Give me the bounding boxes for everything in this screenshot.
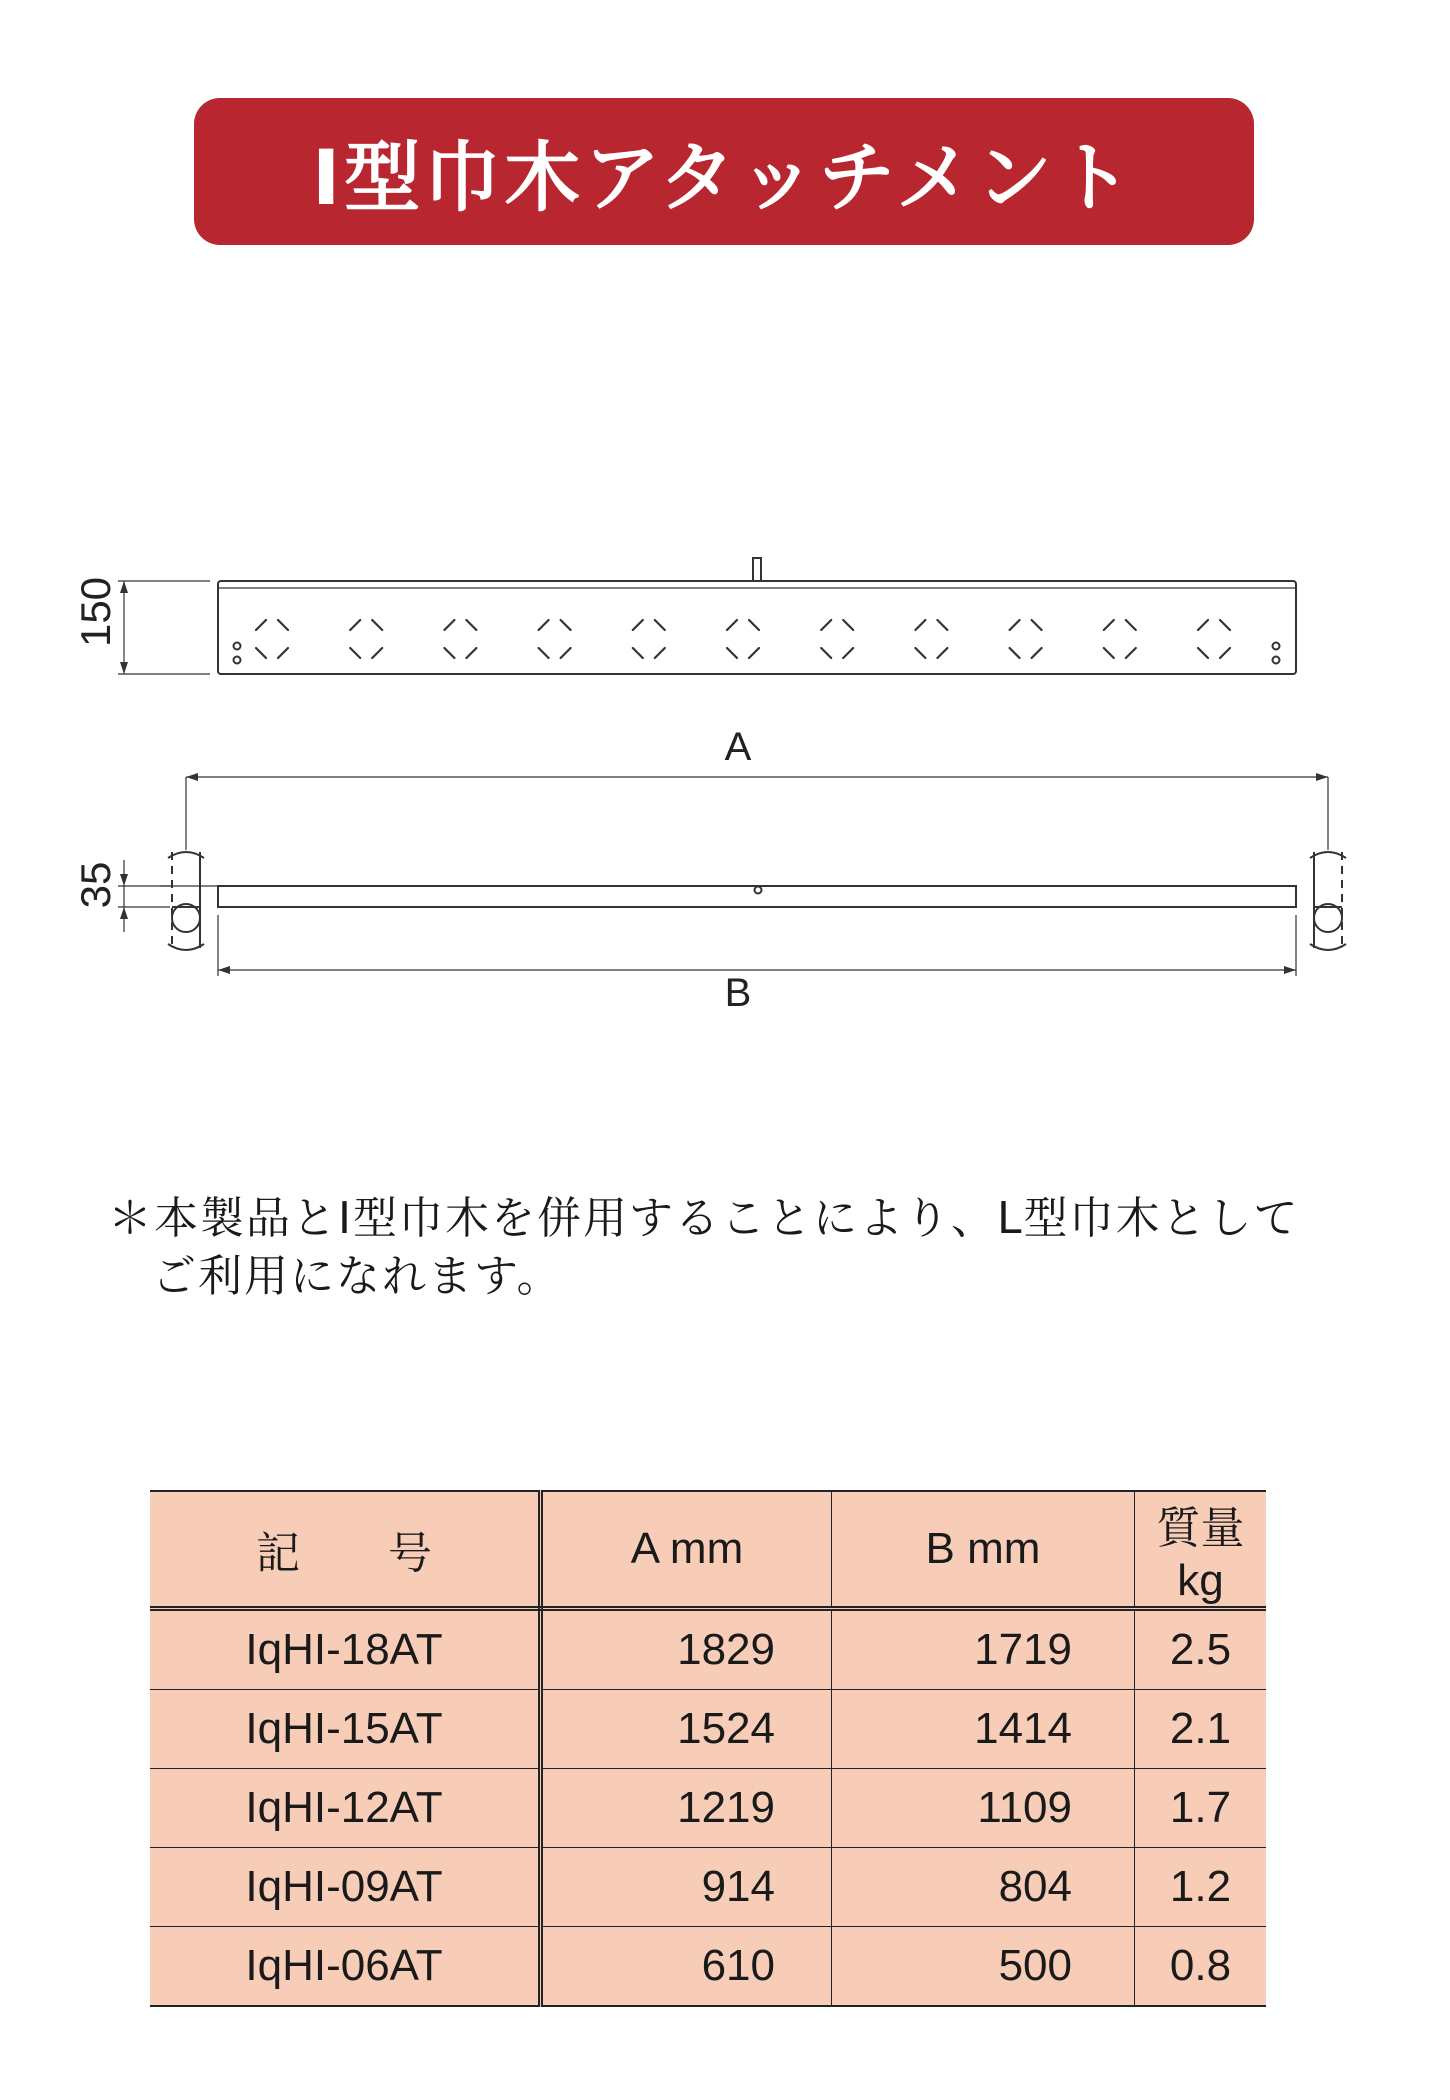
- cell-code: IqHI-09AT: [150, 1848, 541, 1927]
- slot: [278, 620, 288, 630]
- slot: [749, 648, 759, 658]
- slot: [1032, 620, 1042, 630]
- slot: [749, 620, 759, 630]
- slot-pattern: [256, 620, 1230, 658]
- slot: [633, 648, 643, 658]
- slot: [1126, 648, 1136, 658]
- cell-a: 1829: [541, 1609, 832, 1690]
- header-code: 記 号: [150, 1491, 541, 1609]
- slot: [278, 648, 288, 658]
- slot: [1126, 620, 1136, 630]
- slot: [444, 620, 454, 630]
- cell-a: 610: [541, 1927, 832, 2007]
- slot: [1010, 648, 1020, 658]
- slot: [937, 648, 947, 658]
- header-weight: 質量 kg: [1135, 1491, 1267, 1609]
- center-tab: [753, 558, 761, 581]
- front-view: [118, 558, 1296, 674]
- slot: [937, 620, 947, 630]
- slot: [466, 620, 476, 630]
- plate-side: [218, 886, 1296, 907]
- right-pipe: [1310, 852, 1346, 950]
- table-row: [150, 1848, 1266, 1927]
- cell-code: IqHI-15AT: [150, 1690, 541, 1769]
- title-banner: [194, 98, 1254, 245]
- slot: [1220, 620, 1230, 630]
- dim-a-label: A: [724, 725, 752, 769]
- slot: [1010, 620, 1020, 630]
- slot: [1104, 648, 1114, 658]
- slot: [633, 620, 643, 630]
- cell-a: 914: [541, 1848, 832, 1927]
- usage-note: [108, 1190, 1348, 1306]
- slot: [821, 648, 831, 658]
- cell-code: IqHI-12AT: [150, 1769, 541, 1848]
- slot: [1198, 648, 1208, 658]
- note-line-1: ＊本製品とI型巾木を併用することにより、L型巾木として: [108, 1193, 1300, 1244]
- cell-a: 1219: [541, 1769, 832, 1848]
- page-title: I型巾木アタッチメント: [312, 133, 1136, 222]
- note-line-2: ご利用になれます。: [152, 1251, 563, 1302]
- slot: [727, 648, 737, 658]
- dim-b-label: B: [724, 971, 752, 1015]
- slot: [256, 648, 266, 658]
- slot: [539, 620, 549, 630]
- slot: [372, 620, 382, 630]
- slot: [655, 620, 665, 630]
- cell-b: 1414: [832, 1690, 1135, 1769]
- slot: [915, 620, 925, 630]
- slot: [372, 648, 382, 658]
- side-view: [118, 773, 1346, 976]
- header-a: A mm: [541, 1491, 832, 1609]
- cell-b: 1109: [832, 1769, 1135, 1848]
- slot: [466, 648, 476, 658]
- table-row: [150, 1609, 1266, 1690]
- cell-code: IqHI-06AT: [150, 1927, 541, 2007]
- slot: [727, 620, 737, 630]
- cell-weight: 2.5: [1135, 1609, 1267, 1690]
- cell-a: 1524: [541, 1690, 832, 1769]
- slot: [256, 620, 266, 630]
- cell-weight: 1.7: [1135, 1769, 1267, 1848]
- cell-weight: 0.8: [1135, 1927, 1267, 2007]
- slot: [539, 648, 549, 658]
- header-b: B mm: [832, 1491, 1135, 1609]
- slot: [561, 648, 571, 658]
- slot: [915, 648, 925, 658]
- cell-weight: 1.2: [1135, 1848, 1267, 1927]
- slot: [1220, 648, 1230, 658]
- slot: [843, 620, 853, 630]
- table-header-row: [150, 1491, 1266, 1609]
- slot: [843, 648, 853, 658]
- left-pipe: [160, 852, 218, 950]
- cell-b: 1719: [832, 1609, 1135, 1690]
- technical-drawing: [0, 540, 1450, 1020]
- cell-b: 500: [832, 1927, 1135, 2007]
- slot: [821, 620, 831, 630]
- slot: [1104, 620, 1114, 630]
- slot: [655, 648, 665, 658]
- spec-table: [150, 1490, 1266, 2007]
- dim-thickness-label: 35: [72, 861, 119, 909]
- slot: [1032, 648, 1042, 658]
- slot: [561, 620, 571, 630]
- slot: [1198, 620, 1208, 630]
- cell-weight: 2.1: [1135, 1690, 1267, 1769]
- slot: [350, 620, 360, 630]
- slot: [444, 648, 454, 658]
- table-row: [150, 1769, 1266, 1848]
- dim-height-label: 150: [72, 576, 119, 648]
- cell-b: 804: [832, 1848, 1135, 1927]
- slot: [350, 648, 360, 658]
- cell-code: IqHI-18AT: [150, 1609, 541, 1690]
- table-row: [150, 1927, 1266, 2007]
- table-row: [150, 1690, 1266, 1769]
